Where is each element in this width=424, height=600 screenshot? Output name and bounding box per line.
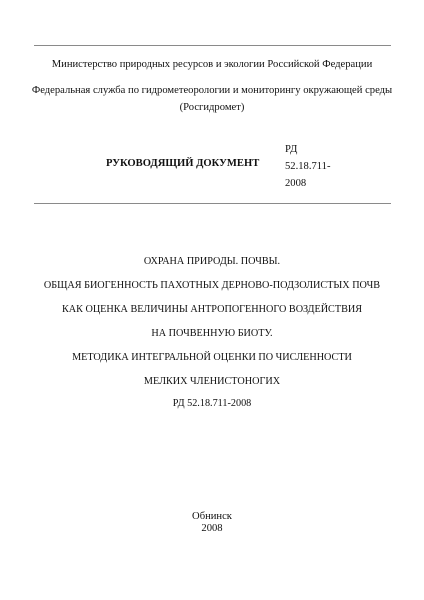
service-short-name: (Росгидромет) — [179, 102, 245, 113]
document-code-line: 2008 — [285, 178, 307, 189]
title-line: НА ПОЧВЕННУЮ БИОТУ. — [151, 328, 273, 339]
publication-city: Обнинск — [192, 511, 232, 522]
document-code-line: 52.18.711- — [285, 161, 331, 172]
middle-divider — [34, 203, 391, 204]
ministry-name: Министерство природных ресурсов и экологии Российской Федерации — [51, 59, 373, 70]
service-name: Федеральная служба по гидрометеорологии и мониторингу окружающей среды — [31, 85, 393, 96]
title-line: ОХРАНА ПРИРОДЫ. ПОЧВЫ. — [143, 256, 281, 267]
publication-year: 2008 — [201, 523, 223, 534]
document-code-line: РД — [285, 144, 298, 155]
title-line: МЕЛКИХ ЧЛЕНИСТОНОГИХ — [143, 376, 281, 387]
document-number: РД 52.18.711-2008 — [172, 398, 252, 409]
top-divider — [34, 45, 391, 46]
title-line: ОБЩАЯ БИОГЕННОСТЬ ПАХОТНЫХ ДЕРНОВО-ПОДЗОЛИСТЫХ ПОЧВ — [43, 280, 381, 291]
title-line: МЕТОДИКА ИНТЕГРАЛЬНОЙ ОЦЕНКИ ПО ЧИСЛЕННОСТИ — [72, 352, 352, 363]
title-line: КАК ОЦЕНКА ВЕЛИЧИНЫ АНТРОПОГЕННОГО ВОЗДЕЙСТВИЯ — [61, 304, 363, 315]
document-type: РУКОВОДЯЩИЙ ДОКУМЕНТ — [106, 158, 260, 169]
document-code — [285, 141, 331, 192]
